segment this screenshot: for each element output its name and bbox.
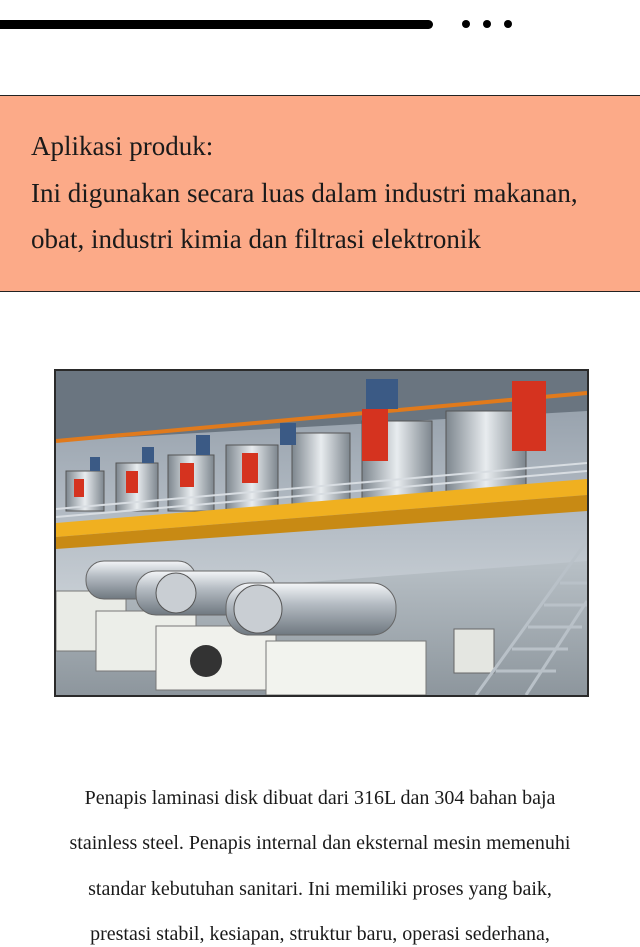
top-header	[0, 0, 640, 60]
application-banner	[0, 95, 640, 292]
dot-icon	[504, 20, 512, 28]
progress-bar-icon	[0, 20, 433, 29]
factory-illustration	[56, 371, 587, 695]
description-line: prestasi stabil, kesiapan, struktur baru, operasi sederhana,	[90, 923, 550, 945]
description-line: Penapis laminasi disk dibuat dari 316L dan 304 bahan baja	[84, 787, 556, 809]
dot-icon	[462, 20, 470, 28]
factory-photo	[54, 369, 589, 697]
banner-title: Aplikasi produk:	[31, 131, 214, 161]
description-line: stainless steel. Penapis internal dan eksternal mesin memenuhi	[69, 832, 571, 854]
dot-icon	[483, 20, 491, 28]
more-dots-icon[interactable]	[462, 20, 512, 28]
description-line: standar kebutuhan sanitari. Ini memiliki proses yang baik,	[88, 878, 552, 900]
banner-line: obat, industri kimia dan filtrasi elektronik	[31, 224, 481, 254]
banner-line: Ini digunakan secara luas dalam industri makanan,	[31, 178, 578, 208]
